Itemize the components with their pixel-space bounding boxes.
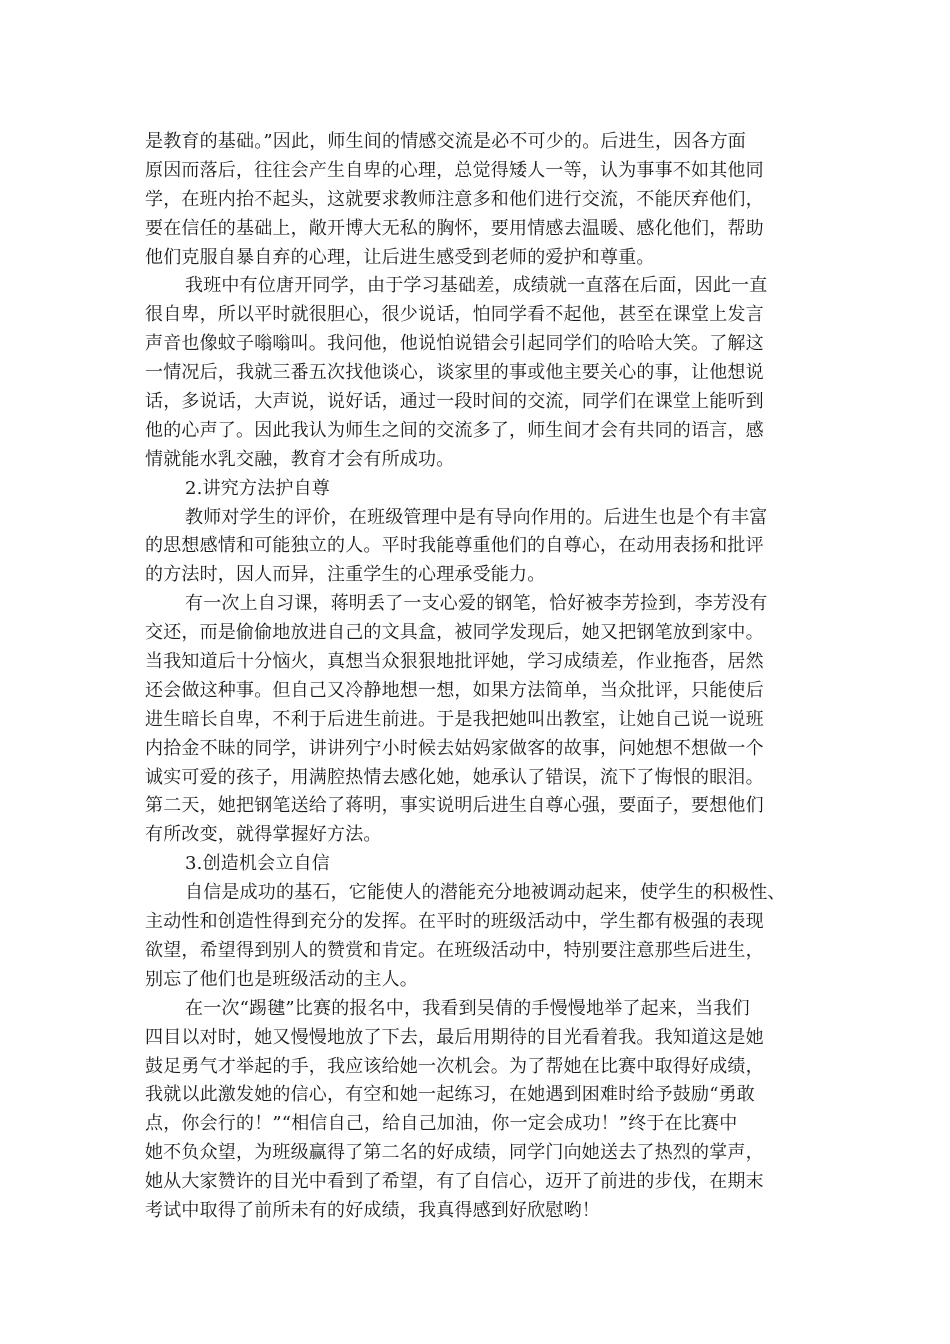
paragraph-first-line: 自信是成功的基石，它能使人的潜能充分地被调动起来，使学生的积极性、	[185, 882, 786, 904]
paragraph-line: 她不负众望，为班级赢得了第二名的好成绩，同学门向她送去了热烈的掌声，	[145, 1142, 764, 1164]
paragraph-line: 她从大家赞许的目光中看到了希望，有了自信心，迈开了前进的步伐，在期末	[145, 1171, 764, 1193]
paragraph-line: 的方法时，因人而异，注重学生的心理承受能力。	[145, 564, 546, 586]
paragraph-line: 是教育的基础。”因此，师生间的情感交流是必不可少的。后进生，因各方面	[145, 131, 746, 152]
paragraph-line: 诚实可爱的孩子，用满腔热情去感化她，她承认了错误，流下了悔恨的眼泪。	[145, 766, 764, 788]
paragraph-line: 很自卑，所以平时就很胆心，很少说话，怕同学看不起他，甚至在课堂上发言	[145, 304, 764, 326]
paragraph-line: 鼓足勇气才举起的手，我应该给她一次机会。为了帮她在比赛中取得好成绩，	[145, 1055, 764, 1077]
paragraph-line: 要在信任的基础上，敞开博大无私的胸怀，要用情感去温暖、感化他们，帮助	[145, 217, 764, 239]
paragraph-first-line: 教师对学生的评价，在班级管理中是有导向作用的。后进生也是个有丰富	[185, 506, 768, 528]
paragraph-line: 四目以对时，她又慢慢地放了下去，最后用期待的目光看着我。我知道这是她	[145, 1026, 764, 1048]
paragraph-line: 还会做这种事。但自己又冷静地想一想，如果方法简单，当众批评，只能使后	[145, 679, 764, 701]
paragraph-line: 情就能水乳交融，教育才会有所成功。	[145, 448, 455, 470]
paragraph-line: 话，多说话，大声说，说好话，通过一段时间的交流，同学们在课堂上能听到	[145, 391, 764, 413]
paragraph-line: 主动性和创造性得到充分的发挥。在平时的班级活动中，学生都有极强的表现	[145, 911, 764, 933]
paragraph-line: 原因而落后，往往会产生自卑的心理，总觉得矮人一等，认为事事不如其他同	[145, 159, 764, 181]
paragraph-line: 有所改变，就得掌握好方法。	[145, 824, 382, 846]
paragraph-line: 第二天，她把钢笔送给了蒋明，事实说明后进生自尊心强，要面子，要想他们	[145, 795, 764, 817]
paragraph-line: 考试中取得了前所未有的好成绩，我真得感到好欣慰哟！	[145, 1199, 600, 1221]
paragraph-first-line: 有一次上自习课，蒋明丢了一支心爱的钢笔，恰好被李芳捡到，李芳没有	[185, 593, 768, 615]
paragraph-line: 点，你会行的！”“相信自己，给自己加油，你一定会成功！”终于在比赛中	[145, 1113, 738, 1135]
paragraph-line: 我就以此激发她的信心，有空和她一起练习，在她遇到困难时给予鼓励“勇敢	[145, 1084, 755, 1106]
document-page	[145, 128, 825, 1226]
paragraph-first-line: 2.讲究方法护自尊	[185, 477, 330, 499]
paragraph-first-line: 在一次“踢毽”比赛的报名中，我看到吴倩的手慢慢地举了起来，当我们	[185, 997, 750, 1019]
paragraph-line: 交还，而是偷偷地放进自己的文具盒，被同学发现后，她又把钢笔放到家中。	[145, 622, 764, 644]
paragraph-first-line: 我班中有位唐开同学，由于学习基础差，成绩就一直落在后面，因此一直	[185, 275, 768, 297]
paragraph-line: 他们克服自暴自弃的心理，让后进生感受到老师的爱护和尊重。	[145, 246, 655, 268]
paragraph-line: 内拾金不昧的同学，讲讲列宁小时候去姑妈家做客的故事，问她想不想做一个	[145, 737, 764, 759]
paragraph-line: 他的心声了。因此我认为师生之间的交流多了，师生间才会有共同的语言，感	[145, 419, 764, 441]
paragraph-line: 欲望，希望得到别人的赞赏和肯定。在班级活动中，特别要注意那些后进生，	[145, 939, 764, 961]
paragraph-line: 当我知道后十分恼火，真想当众狠狠地批评她，学习成绩差，作业拖沓，居然	[145, 651, 764, 673]
paragraph-line: 一情况后，我就三番五次找他谈心，谈家里的事或他主要关心的事，让他想说	[145, 362, 764, 384]
paragraph-line: 的思想感情和可能独立的人。平时我能尊重他们的自尊心，在动用表扬和批评	[145, 535, 764, 557]
paragraph-line: 声音也像蚊子嗡嗡叫。我问他，他说怕说错会引起同学们的哈哈大笑。了解这	[145, 333, 764, 355]
paragraph-line: 进生暗长自卑，不利于后进生前进。于是我把她叫出教室，让她自己说一说班	[145, 708, 764, 730]
paragraph-first-line: 3.创造机会立自信	[185, 853, 330, 875]
paragraph-line: 别忘了他们也是班级活动的主人。	[145, 968, 418, 990]
paragraph-line: 学，在班内抬不起头，这就要求教师注意多和他们进行交流，不能厌弃他们，	[145, 188, 764, 210]
